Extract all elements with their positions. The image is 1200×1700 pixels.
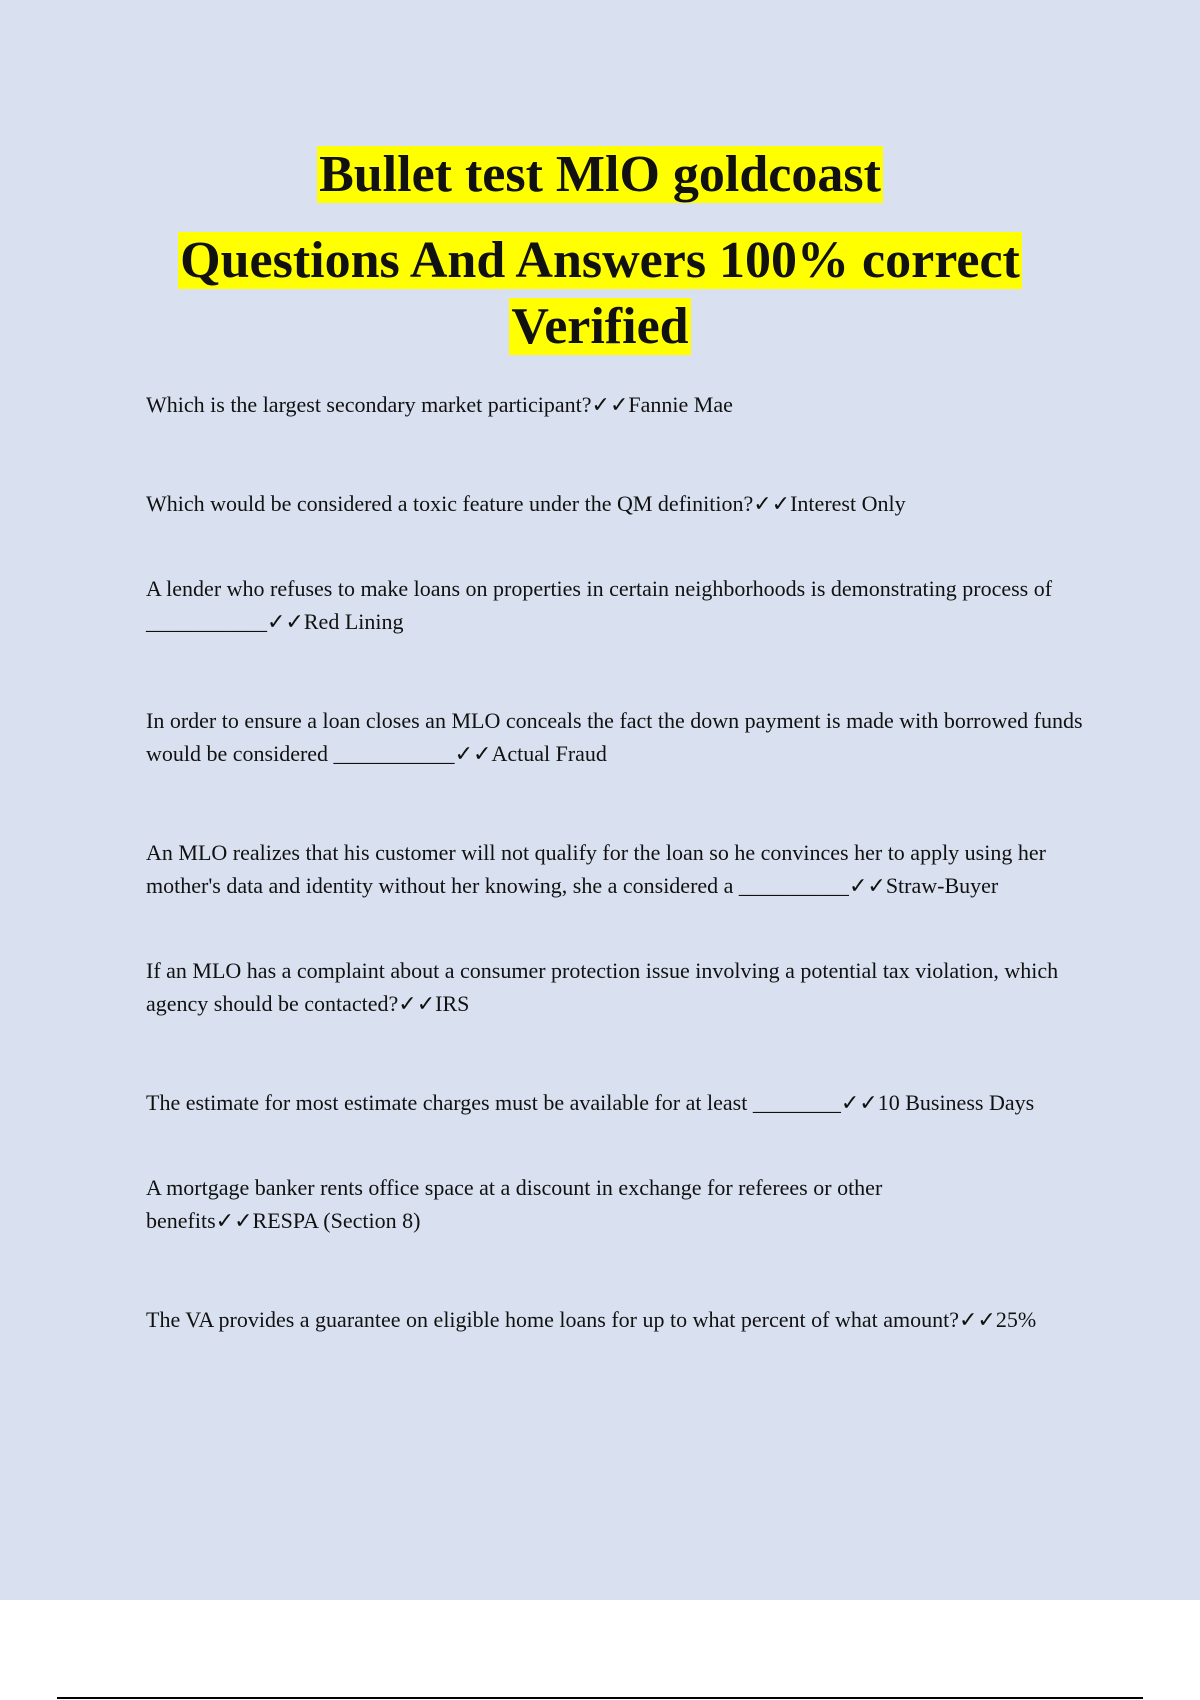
double-check-icon: ✓✓ bbox=[591, 392, 629, 417]
answer-text: Fannie Mae bbox=[628, 392, 733, 417]
answer-group bbox=[959, 1307, 1036, 1332]
question-text: Which would be considered a toxic feature under the QM definition? bbox=[146, 491, 754, 516]
document-title bbox=[0, 142, 1200, 380]
double-check-icon: ✓✓ bbox=[840, 1090, 878, 1115]
question-text: In order to ensure a loan closes an MLO conceals the fact the down payment is made with borrowed funds would be considered ___________ bbox=[146, 708, 1083, 766]
double-check-icon: ✓✓ bbox=[753, 491, 791, 516]
double-check-icon: ✓✓ bbox=[267, 609, 304, 634]
answer-group bbox=[841, 1090, 1034, 1115]
answer-text: IRS bbox=[435, 991, 470, 1016]
footer-divider bbox=[57, 1697, 1143, 1699]
answer-text: Red Lining bbox=[303, 609, 404, 634]
answer-text: 10 Business Days bbox=[877, 1090, 1035, 1115]
answer-group bbox=[849, 873, 998, 898]
answer-group bbox=[267, 609, 403, 634]
qa-item bbox=[146, 388, 1086, 421]
qa-item bbox=[146, 572, 1086, 638]
answer-text: Actual Fraud bbox=[491, 741, 607, 766]
question-text: If an MLO has a complaint about a consumer protection issue involving a potential tax violation, which agency should be contacted? bbox=[146, 958, 1059, 1016]
answer-text: 25% bbox=[995, 1307, 1037, 1332]
title-line bbox=[0, 228, 1200, 294]
title-line bbox=[0, 142, 1200, 208]
answer-group bbox=[398, 991, 469, 1016]
double-check-icon: ✓✓ bbox=[454, 741, 492, 766]
double-check-icon: ✓✓ bbox=[848, 873, 886, 898]
answer-group bbox=[753, 491, 905, 516]
double-check-icon: ✓✓ bbox=[398, 991, 436, 1016]
answer-group bbox=[216, 1208, 421, 1233]
qa-item bbox=[146, 1303, 1086, 1336]
answer-group bbox=[592, 392, 733, 417]
qa-item bbox=[146, 704, 1086, 770]
double-check-icon: ✓✓ bbox=[215, 1208, 253, 1233]
double-check-icon: ✓✓ bbox=[958, 1307, 996, 1332]
question-text: The VA provides a guarantee on eligible home loans for up to what percent of what amount? bbox=[146, 1307, 959, 1332]
answer-text: Interest Only bbox=[790, 491, 906, 516]
question-text: Which is the largest secondary market participant? bbox=[146, 392, 592, 417]
answer-group bbox=[455, 741, 607, 766]
qa-item bbox=[146, 1086, 1086, 1119]
answer-text: RESPA (Section 8) bbox=[252, 1208, 421, 1233]
question-text: The estimate for most estimate charges must be available for at least ________ bbox=[146, 1090, 841, 1115]
qa-item bbox=[146, 1171, 1086, 1237]
question-text: A mortgage banker rents office space at a discount in exchange for referees or other benefits bbox=[146, 1175, 883, 1233]
qa-item bbox=[146, 487, 1086, 520]
question-text: An MLO realizes that his customer will not qualify for the loan so he convinces her to apply using her mother's data and identity without her knowing, she a considered a __________ bbox=[146, 840, 1046, 898]
qa-list bbox=[146, 388, 1086, 1336]
qa-item bbox=[146, 836, 1086, 902]
answer-text: Straw-Buyer bbox=[885, 873, 999, 898]
title-line bbox=[0, 294, 1200, 360]
question-text: A lender who refuses to make loans on properties in certain neighborhoods is demonstrating process of ___________ bbox=[146, 576, 1053, 634]
title-highlight: Verified bbox=[511, 298, 689, 355]
qa-item bbox=[146, 954, 1086, 1020]
title-highlight: Bullet test MlO goldcoast bbox=[319, 146, 881, 203]
title-highlight: Questions And Answers 100% correct bbox=[180, 232, 1020, 289]
